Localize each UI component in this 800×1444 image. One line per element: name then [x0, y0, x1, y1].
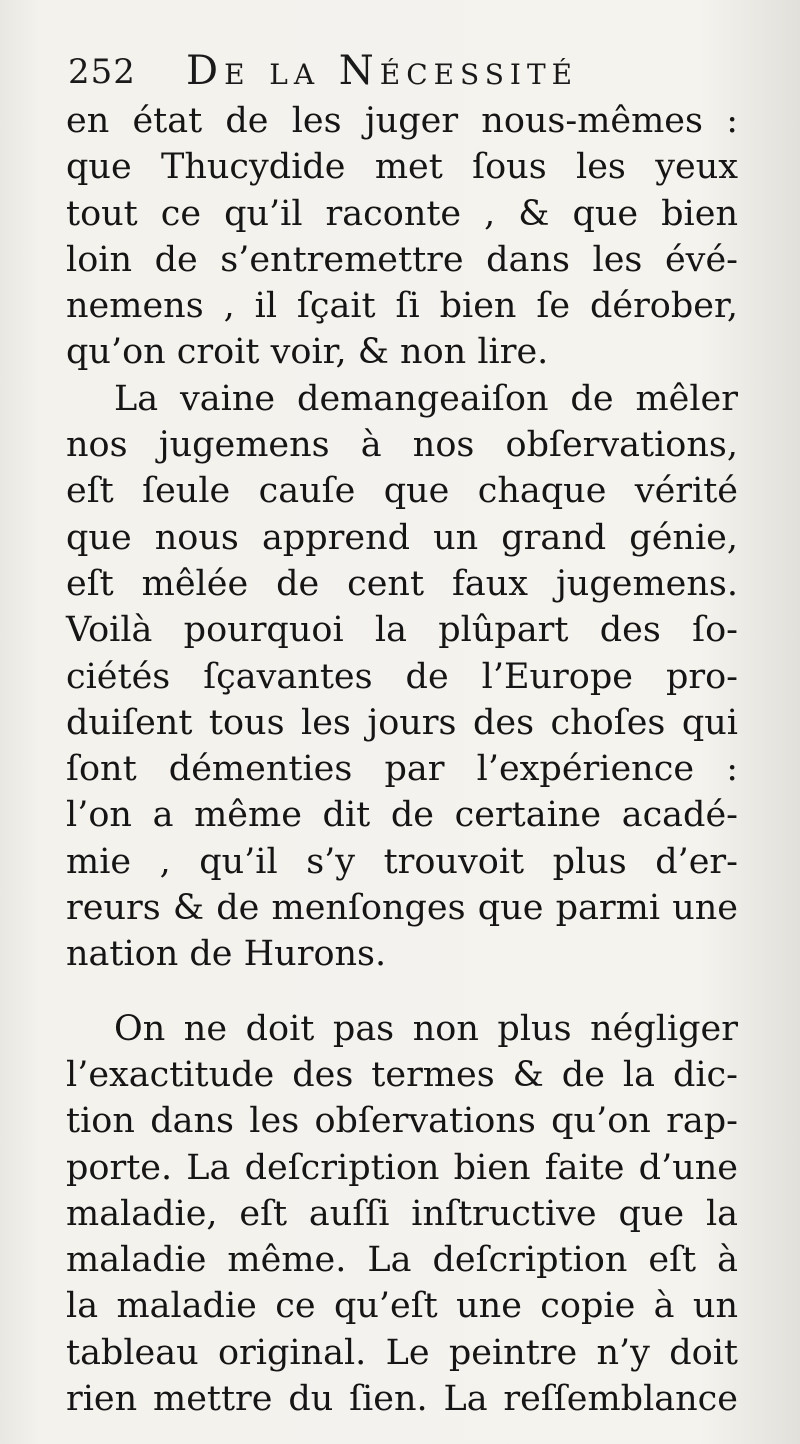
paragraph-3: [66, 1006, 738, 1423]
paragraph-1: [66, 98, 738, 376]
text-line: reurs & de menſonges que parmi une: [66, 888, 738, 929]
body-text: [66, 98, 738, 1422]
text-line: Voilà pourquoi la plûpart des ſo-: [66, 610, 738, 651]
text-line: loin de s’entremettre dans les évé-: [66, 239, 738, 280]
text-line: nos jugemens à nos obſervations,: [66, 425, 738, 466]
text-line: tion dans les obſervations qu’on rap-: [66, 1101, 738, 1142]
text-line: tout ce qu’il raconte , & que bien: [66, 193, 738, 234]
text-line: On ne doit pas non plus négliger: [114, 1008, 738, 1049]
text-line: rien mettre du ſien. La reſſemblance: [66, 1379, 738, 1420]
text-line: La vaine demangeaiſon de mêler: [114, 378, 738, 419]
page-number: 252: [68, 52, 136, 92]
text-line: eſt ſeule cauſe que chaque vérité: [66, 471, 738, 512]
text-line: duiſent tous les jours des choſes qui: [66, 702, 738, 743]
text-line: que Thucydide met ſous les yeux: [66, 147, 738, 188]
text-line: nemens , il ſçait ſi bien ſe dérober,: [66, 286, 738, 327]
text-line: maladie même. La deſcription eſt à: [66, 1240, 738, 1281]
text-line: nation de Hurons.: [66, 934, 387, 975]
text-line: ciétés ſçavantes de l’Europe pro-: [66, 656, 738, 697]
text-line: porte. La deſcription bien faite d’une: [66, 1147, 738, 1188]
running-head-title: De la Nécessité: [186, 48, 579, 94]
text-line: tableau original. Le peintre n’y doit: [66, 1332, 738, 1373]
text-line: en état de les juger nous-mêmes :: [66, 101, 738, 141]
running-head: [68, 46, 748, 98]
text-line: mie , qu’il s’y trouvoit plus d’er-: [66, 841, 738, 882]
text-line: l’exactitude des termes & de la dic-: [66, 1054, 738, 1095]
text-line: que nous apprend un grand génie,: [66, 517, 738, 558]
paragraph-spacer: [66, 978, 738, 1006]
text-line: ſont démenties par l’expérience :: [66, 749, 738, 790]
text-line: la maladie ce qu’eſt une copie à un: [66, 1286, 738, 1327]
text-line: maladie, eſt auſſi inſtructive que la: [66, 1193, 738, 1234]
paragraph-2: [66, 376, 738, 978]
text-line: qu’on croit voir, & non lire.: [66, 332, 549, 373]
text-line: eſt mêlée de cent faux jugemens.: [66, 563, 738, 604]
text-line: l’on a même dit de certaine acadé-: [66, 795, 738, 836]
